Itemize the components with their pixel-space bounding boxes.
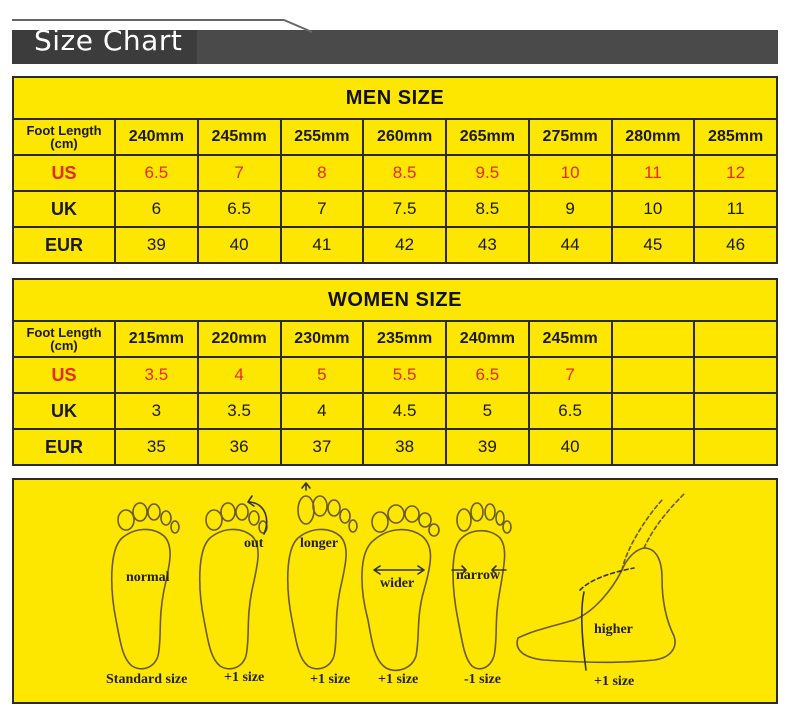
table-cell: 7.5: [363, 191, 446, 227]
out-foot-icon: [200, 496, 267, 669]
length-cell: 275mm: [529, 119, 612, 155]
table-cell: 5.5: [363, 357, 446, 393]
length-cell: 220mm: [198, 321, 281, 357]
row-label-uk: UK: [13, 393, 115, 429]
table-row: [13, 227, 777, 263]
foot-length-header: [13, 321, 115, 357]
table-cell: 40: [529, 429, 612, 465]
empty-cell: [612, 429, 695, 465]
out-label: out: [244, 536, 264, 551]
table-cell: 11: [612, 155, 695, 191]
table-cell: 36: [198, 429, 281, 465]
table-cell: 10: [612, 191, 695, 227]
length-cell: 230mm: [281, 321, 364, 357]
table-row: [13, 393, 777, 429]
table-cell: 40: [198, 227, 281, 263]
empty-cell: [694, 321, 777, 357]
narrow-foot-icon: [452, 503, 511, 669]
row-label-eur: EUR: [13, 227, 115, 263]
table-cell: 4: [281, 393, 364, 429]
table-cell: 7: [281, 191, 364, 227]
out-size-label: +1 size: [224, 670, 265, 685]
table-cell: 8: [281, 155, 364, 191]
wider-label: wider: [380, 576, 415, 591]
standard-size-label: Standard size: [106, 672, 188, 687]
length-cell: 235mm: [363, 321, 446, 357]
length-cell: 285mm: [694, 119, 777, 155]
length-cell: 245mm: [198, 119, 281, 155]
table-row: [13, 191, 777, 227]
table-cell: 35: [115, 429, 198, 465]
table-cell: 6.5: [446, 357, 529, 393]
table-cell: 8.5: [446, 191, 529, 227]
longer-foot-icon: [288, 483, 357, 669]
table-cell: 6.5: [115, 155, 198, 191]
table-cell: 10: [529, 155, 612, 191]
table-cell: 6: [115, 191, 198, 227]
table-cell: 8.5: [363, 155, 446, 191]
table-cell: 46: [694, 227, 777, 263]
table-cell: 41: [281, 227, 364, 263]
higher-size-label: +1 size: [594, 674, 635, 689]
foot-length-label: Foot Length: [26, 123, 102, 138]
table-cell: 4.5: [363, 393, 446, 429]
higher-label: higher: [594, 622, 633, 637]
length-cell: 260mm: [363, 119, 446, 155]
women-size-title: WOMEN SIZE: [13, 279, 777, 321]
table-cell: 3: [115, 393, 198, 429]
wider-size-label: +1 size: [378, 672, 419, 687]
table-cell: 12: [694, 155, 777, 191]
length-cell: 245mm: [529, 321, 612, 357]
length-cell: 265mm: [446, 119, 529, 155]
table-cell: 7: [198, 155, 281, 191]
row-label-uk: UK: [13, 191, 115, 227]
length-cell: 215mm: [115, 321, 198, 357]
men-size-title: MEN SIZE: [13, 77, 777, 119]
table-row: [13, 357, 777, 393]
length-cell: 240mm: [446, 321, 529, 357]
length-cell: 255mm: [281, 119, 364, 155]
empty-cell: [612, 393, 695, 429]
foot-length-label: Foot Length: [26, 325, 102, 340]
table-cell: 9.5: [446, 155, 529, 191]
foot-length-unit: (cm): [50, 136, 78, 151]
narrow-size-label: -1 size: [464, 672, 501, 687]
higher-foot-icon: [517, 494, 684, 670]
empty-cell: [694, 393, 777, 429]
table-row: [13, 429, 777, 465]
narrow-label: narrow: [456, 568, 501, 583]
table-cell: 6.5: [529, 393, 612, 429]
table-cell: 5: [281, 357, 364, 393]
empty-cell: [612, 357, 695, 393]
table-cell: 39: [446, 429, 529, 465]
table-cell: 39: [115, 227, 198, 263]
foot-fit-guide: [12, 478, 778, 704]
foot-length-header: [13, 119, 115, 155]
normal-label: normal: [126, 570, 170, 585]
table-cell: 7: [529, 357, 612, 393]
empty-cell: [612, 321, 695, 357]
table-cell: 43: [446, 227, 529, 263]
longer-label: longer: [300, 536, 339, 551]
row-label-eur: EUR: [13, 429, 115, 465]
length-cell: 240mm: [115, 119, 198, 155]
row-label-us: US: [13, 155, 115, 191]
table-cell: 4: [198, 357, 281, 393]
table-cell: 42: [363, 227, 446, 263]
men-size-table: [12, 76, 778, 264]
size-chart-header: [12, 18, 778, 64]
table-cell: 5: [446, 393, 529, 429]
table-row: [13, 155, 777, 191]
length-cell: 280mm: [612, 119, 695, 155]
table-cell: 3.5: [198, 393, 281, 429]
table-cell: 6.5: [198, 191, 281, 227]
table-cell: 37: [281, 429, 364, 465]
table-cell: 3.5: [115, 357, 198, 393]
longer-size-label: +1 size: [310, 672, 351, 687]
empty-cell: [694, 357, 777, 393]
table-cell: 38: [363, 429, 446, 465]
row-label-us: US: [13, 357, 115, 393]
table-cell: 11: [694, 191, 777, 227]
foot-length-unit: (cm): [50, 338, 78, 353]
empty-cell: [694, 429, 777, 465]
women-size-table: [12, 278, 778, 466]
page-title: Size Chart: [34, 24, 183, 57]
table-cell: 45: [612, 227, 695, 263]
table-cell: 44: [529, 227, 612, 263]
table-cell: 9: [529, 191, 612, 227]
